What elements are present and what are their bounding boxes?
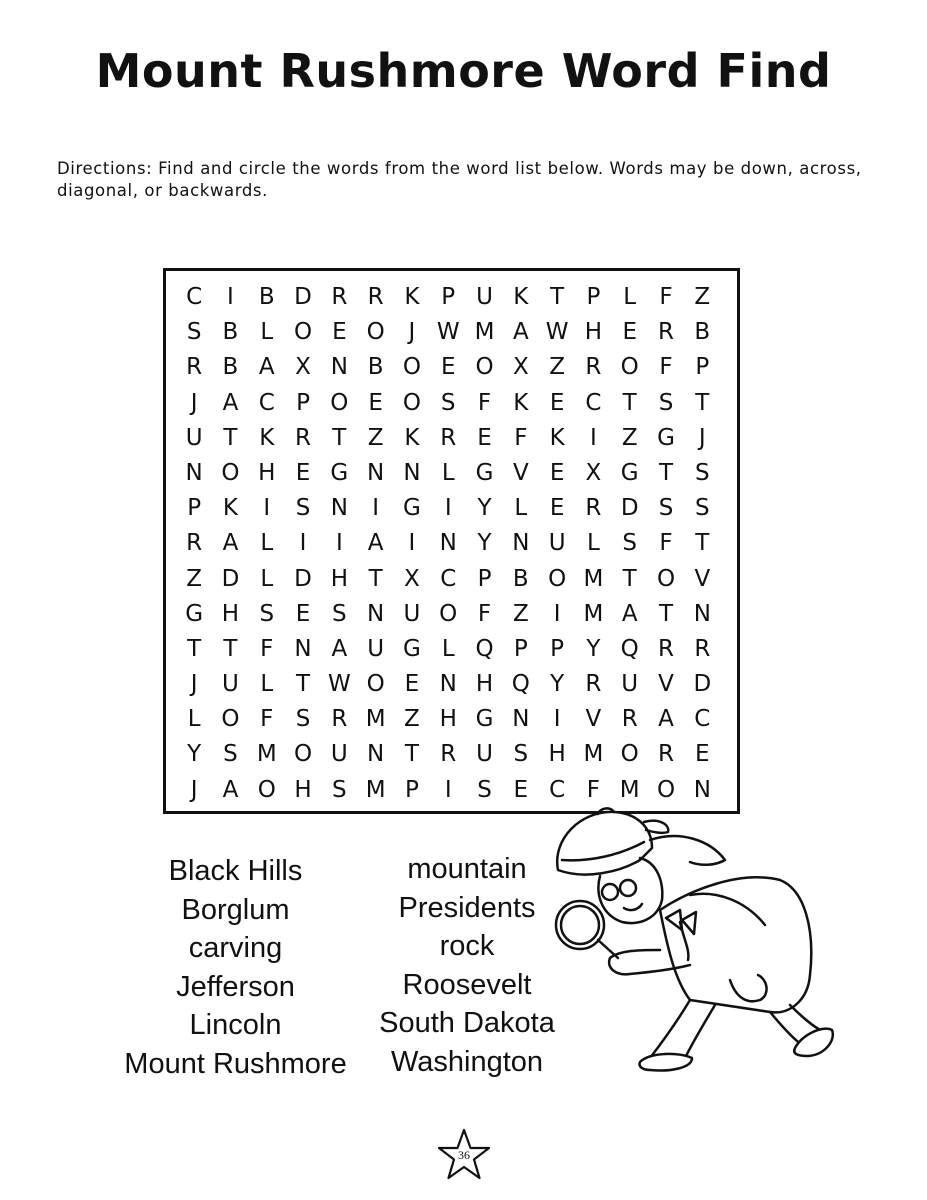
grid-letter[interactable]: S (295, 495, 311, 522)
grid-letter[interactable]: E (513, 776, 529, 803)
grid-letter[interactable]: S (658, 389, 674, 416)
grid-letter[interactable]: N (330, 354, 348, 381)
word-item: Washington (390, 1045, 544, 1078)
grid-letter[interactable]: N (367, 600, 385, 627)
grid-letter[interactable]: U (185, 424, 203, 451)
grid-letter[interactable]: P (550, 635, 565, 662)
grid-letter[interactable]: E (549, 459, 565, 486)
grid-letter[interactable]: C (585, 389, 602, 416)
grid-letter[interactable]: H (584, 319, 603, 346)
grid-letter[interactable]: I (372, 495, 380, 522)
grid-letter[interactable]: I (553, 706, 561, 733)
grid-letter[interactable]: R (585, 671, 602, 698)
grid-letter[interactable]: S (223, 741, 238, 768)
page-number: 36 (458, 1148, 470, 1162)
grid-letter[interactable]: M (365, 776, 386, 803)
grid-letter[interactable]: Z (186, 565, 203, 592)
grid-letter[interactable]: L (623, 284, 637, 310)
grid-letter[interactable]: L (260, 671, 274, 698)
grid-letter[interactable]: H (258, 459, 276, 486)
grid-letter[interactable]: U (330, 741, 348, 768)
grid-letter[interactable]: G (403, 495, 421, 522)
word-item: Presidents (398, 891, 536, 924)
grid-letter[interactable]: F (260, 635, 274, 662)
grid-letter[interactable]: M (256, 741, 277, 768)
grid-letter[interactable]: G (475, 459, 494, 486)
grid-letter[interactable]: H (330, 565, 348, 592)
grid-letter[interactable]: R (658, 319, 674, 346)
grid-letter[interactable]: P (586, 284, 601, 310)
grid-letter[interactable]: J (190, 671, 198, 698)
word-item: Jefferson (176, 970, 295, 1003)
grid-letter[interactable]: T (187, 635, 202, 662)
grid-letter[interactable]: G (403, 635, 421, 662)
grid-letter[interactable]: F (260, 706, 274, 733)
grid-letter[interactable]: M (365, 706, 386, 733)
grid-letter[interactable]: I (408, 530, 416, 557)
grid-letter[interactable]: S (477, 776, 492, 803)
grid-letter[interactable]: F (586, 776, 601, 803)
grid-letter[interactable]: E (404, 671, 420, 698)
grid-letter[interactable]: G (475, 706, 494, 733)
grid-letter[interactable]: R (331, 706, 348, 733)
grid-letter[interactable]: L (441, 459, 455, 486)
grid-letter[interactable]: M (619, 776, 640, 803)
grid-letter[interactable]: C (186, 284, 203, 310)
grid-letter[interactable]: K (549, 424, 565, 451)
word-item: South Dakota (379, 1007, 555, 1039)
grid-letter[interactable]: S (332, 776, 347, 803)
grid-letter[interactable]: O (330, 389, 349, 416)
grid-letter[interactable]: S (622, 530, 638, 557)
grid-letter[interactable]: C (258, 389, 275, 416)
grid-letter[interactable]: D (620, 495, 639, 522)
grid-letter[interactable]: N (185, 459, 203, 486)
grid-letter[interactable]: Y (586, 635, 601, 662)
grid-letter[interactable]: W (436, 319, 460, 346)
grid-letter[interactable]: L (260, 530, 274, 557)
grid-letter[interactable]: E (440, 354, 456, 381)
word-list-column-1 (108, 852, 363, 1083)
grid-letter[interactable]: U (621, 671, 639, 698)
grid-letter[interactable]: Z (549, 354, 565, 381)
word-item: mountain (407, 853, 527, 885)
word-item: Mount Rushmore (124, 1047, 347, 1080)
grid-letter[interactable]: R (440, 741, 457, 768)
grid-letter[interactable]: F (477, 600, 492, 627)
grid-letter[interactable]: S (695, 459, 710, 486)
word-item: Black Hills (168, 855, 303, 887)
grid-letter[interactable]: B (222, 319, 239, 346)
grid-letter[interactable]: P (477, 565, 492, 592)
grid-letter[interactable]: F (659, 284, 673, 310)
grid-letter[interactable]: T (404, 741, 419, 768)
grid-letter[interactable]: O (402, 389, 421, 416)
grid-letter[interactable]: Y (477, 495, 492, 522)
grid-letter[interactable]: T (658, 600, 674, 627)
detective-illustration (540, 800, 840, 1080)
grid-letter[interactable]: S (513, 741, 529, 768)
grid-letter[interactable]: W (327, 671, 351, 698)
grid-letter[interactable]: E (295, 600, 311, 627)
grid-letter[interactable]: A (222, 776, 239, 803)
grid-letter[interactable]: S (186, 319, 202, 346)
grid-letter[interactable]: V (512, 459, 529, 486)
grid-letter[interactable]: R (186, 354, 203, 381)
letter-grid[interactable] (176, 280, 720, 808)
grid-letter[interactable]: O (221, 459, 240, 486)
grid-letter[interactable]: B (222, 354, 239, 381)
grid-letter[interactable]: N (512, 706, 530, 733)
grid-letter[interactable]: O (439, 600, 458, 627)
grid-letter[interactable]: Y (477, 530, 492, 557)
grid-letter[interactable]: D (294, 284, 312, 310)
grid-letter[interactable]: H (294, 776, 312, 803)
grid-letter[interactable]: N (512, 530, 530, 557)
grid-letter[interactable]: I (335, 530, 343, 557)
grid-letter[interactable]: X (512, 354, 529, 381)
grid-letter[interactable]: R (585, 495, 602, 522)
grid-letter[interactable]: Z (367, 424, 384, 451)
page-title: Mount Rushmore Word Find (95, 44, 832, 98)
grid-letter[interactable]: T (332, 424, 347, 451)
grid-letter[interactable]: E (477, 424, 492, 451)
grid-letter[interactable]: E (695, 741, 710, 768)
grid-letter[interactable]: Q (511, 671, 530, 698)
grid-letter[interactable]: U (367, 635, 385, 662)
grid-letter[interactable]: A (367, 530, 384, 557)
grid-letter[interactable]: P (187, 495, 202, 522)
grid-letter[interactable]: F (659, 354, 673, 381)
grid-letter[interactable]: S (440, 389, 456, 416)
grid-letter[interactable]: H (548, 741, 566, 768)
grid-letter[interactable]: C (694, 706, 711, 733)
grid-letter[interactable]: X (295, 354, 311, 381)
grid-letter[interactable]: F (659, 530, 673, 557)
grid-letter[interactable]: I (227, 284, 234, 310)
grid-letter[interactable]: B (258, 284, 275, 310)
grid-letter[interactable]: F (514, 424, 528, 451)
grid-letter[interactable]: N (439, 530, 457, 557)
grid-letter[interactable]: L (587, 530, 600, 557)
grid-letter[interactable]: M (474, 319, 495, 346)
grid-letter[interactable]: U (222, 671, 239, 698)
grid-letter[interactable]: A (512, 319, 529, 346)
grid-letter[interactable]: S (658, 495, 674, 522)
grid-letter[interactable]: L (260, 565, 274, 592)
grid-letter[interactable]: D (294, 565, 312, 592)
grid-letter[interactable]: T (296, 671, 311, 698)
grid-letter[interactable]: B (512, 565, 529, 592)
grid-letter[interactable]: O (366, 319, 385, 346)
grid-letter[interactable]: R (440, 424, 457, 451)
grid-letter[interactable]: P (513, 635, 528, 662)
grid-letter[interactable]: J (408, 319, 416, 346)
grid-letter[interactable]: O (402, 354, 421, 381)
grid-letter[interactable]: E (549, 389, 565, 416)
grid-letter[interactable]: C (440, 565, 457, 592)
grid-letter[interactable]: O (620, 741, 639, 768)
grid-letter[interactable]: O (656, 776, 676, 803)
grid-letter[interactable]: T (658, 459, 674, 486)
grid-letter[interactable]: R (585, 354, 602, 381)
grid-letter[interactable]: I (263, 495, 271, 522)
grid-letter[interactable]: J (190, 776, 198, 803)
grid-letter[interactable]: J (698, 424, 706, 451)
grid-letter[interactable]: G (620, 459, 639, 486)
grid-letter[interactable]: T (622, 389, 637, 416)
word-item: Borglum (181, 893, 290, 926)
grid-letter[interactable]: R (694, 635, 711, 662)
grid-letter[interactable]: R (367, 284, 384, 310)
grid-letter[interactable]: B (367, 354, 384, 381)
word-item: Roosevelt (402, 968, 532, 1001)
grid-letter[interactable]: D (693, 671, 712, 698)
grid-letter[interactable]: A (222, 530, 239, 557)
grid-letter[interactable]: O (548, 565, 567, 592)
grid-letter[interactable]: Z (404, 706, 420, 733)
grid-letter[interactable]: K (222, 495, 238, 522)
grid-letter[interactable]: I (444, 495, 452, 522)
grid-letter[interactable]: T (368, 565, 383, 592)
grid-letter[interactable]: N (294, 635, 312, 662)
grid-letter[interactable]: Y (550, 671, 565, 698)
grid-letter[interactable]: A (258, 354, 275, 381)
grid-letter[interactable]: H (221, 600, 240, 627)
grid-letter[interactable]: S (695, 495, 710, 522)
grid-letter[interactable]: A (658, 706, 674, 733)
grid-letter[interactable]: P (441, 284, 456, 310)
grid-letter[interactable]: N (439, 671, 457, 698)
grid-letter[interactable]: K (404, 284, 420, 310)
grid-letter[interactable]: O (293, 319, 313, 346)
grid-letter[interactable]: W (545, 319, 569, 346)
grid-letter[interactable]: O (221, 706, 240, 733)
grid-letter[interactable]: N (693, 776, 711, 803)
grid-letter[interactable]: L (441, 635, 455, 662)
grid-letter[interactable]: V (585, 706, 602, 733)
grid-letter[interactable]: D (221, 565, 240, 592)
grid-letter[interactable]: U (403, 600, 421, 627)
grid-letter[interactable]: O (475, 354, 494, 381)
word-item: rock (439, 930, 495, 962)
grid-letter[interactable]: N (367, 741, 385, 768)
grid-letter[interactable]: T (223, 424, 238, 451)
grid-letter[interactable]: N (403, 459, 421, 486)
grid-letter[interactable]: R (621, 706, 638, 733)
grid-letter[interactable]: E (295, 459, 311, 486)
grid-letter[interactable]: A (222, 389, 239, 416)
grid-letter[interactable]: X (404, 565, 420, 592)
grid-letter[interactable]: F (477, 389, 492, 416)
grid-letter[interactable]: N (367, 459, 385, 486)
grid-letter[interactable]: A (331, 635, 348, 662)
grid-letter[interactable]: M (583, 600, 604, 627)
grid-letter[interactable]: Z (694, 284, 711, 310)
grid-letter[interactable]: I (553, 600, 561, 627)
grid-letter[interactable]: T (550, 284, 565, 310)
grid-letter[interactable]: S (259, 600, 275, 627)
grid-letter[interactable]: Z (621, 424, 638, 451)
grid-letter[interactable]: G (330, 459, 349, 486)
grid-letter[interactable]: R (658, 741, 674, 768)
grid-letter[interactable]: H (439, 706, 457, 733)
grid-letter[interactable]: T (695, 389, 710, 416)
grid-letter[interactable]: L (514, 495, 528, 522)
grid-letter[interactable]: J (190, 389, 198, 416)
grid-letter[interactable]: L (187, 706, 201, 733)
grid-letter[interactable]: U (476, 284, 493, 310)
grid-letter[interactable]: T (695, 530, 710, 557)
grid-letter[interactable]: Y (187, 741, 202, 768)
grid-letter[interactable]: N (693, 600, 711, 627)
grid-letter[interactable]: P (404, 776, 419, 803)
grid-letter[interactable]: N (330, 495, 348, 522)
word-item: Lincoln (189, 1009, 282, 1041)
grid-letter[interactable]: U (476, 741, 493, 768)
grid-letter[interactable]: E (549, 495, 565, 522)
grid-letter[interactable]: V (694, 565, 711, 592)
grid-letter[interactable]: O (620, 354, 639, 381)
grid-letter[interactable]: A (621, 600, 638, 627)
grid-letter[interactable]: B (694, 319, 711, 346)
grid-letter[interactable]: Q (620, 635, 639, 662)
grid-letter[interactable]: K (513, 284, 529, 310)
grid-letter[interactable]: G (185, 600, 204, 627)
grid-letter[interactable]: O (293, 741, 313, 768)
grid-letter[interactable]: K (259, 424, 275, 451)
grid-letter[interactable]: M (583, 741, 604, 768)
grid-letter[interactable]: C (549, 776, 566, 803)
grid-letter[interactable]: T (223, 635, 238, 662)
grid-letter[interactable]: O (366, 671, 385, 698)
grid-letter[interactable]: Z (512, 600, 529, 627)
grid-letter[interactable]: I (299, 530, 307, 557)
grid-letter[interactable]: E (368, 389, 383, 416)
grid-letter[interactable]: R (331, 284, 348, 310)
grid-letter[interactable]: O (656, 565, 676, 592)
grid-letter[interactable]: V (658, 671, 674, 698)
grid-letter[interactable]: R (658, 635, 674, 662)
grid-letter[interactable]: P (695, 354, 710, 381)
grid-letter[interactable]: I (444, 776, 452, 803)
grid-letter[interactable]: O (257, 776, 276, 803)
grid-letter[interactable]: Q (475, 635, 494, 662)
grid-letter[interactable]: S (295, 706, 311, 733)
grid-letter[interactable]: E (622, 319, 637, 346)
grid-letter[interactable]: G (657, 424, 675, 451)
grid-letter[interactable]: U (548, 530, 566, 557)
grid-letter[interactable]: H (475, 671, 494, 698)
word-item: carving (188, 932, 283, 964)
grid-letter[interactable]: E (332, 319, 347, 346)
grid-letter[interactable]: M (583, 565, 604, 592)
grid-letter[interactable]: S (332, 600, 347, 627)
grid-letter[interactable]: P (296, 389, 310, 416)
grid-letter[interactable]: K (513, 389, 529, 416)
grid-letter[interactable]: I (590, 424, 597, 451)
grid-letter[interactable]: L (260, 319, 274, 346)
grid-letter[interactable]: R (186, 530, 203, 557)
grid-letter[interactable]: K (404, 424, 420, 451)
directions-text: Directions: Find and circle the words from the word list below. Words may be down, across, diagonal, or backwards. (57, 159, 862, 200)
grid-letter[interactable]: T (622, 565, 637, 592)
grid-letter[interactable]: R (295, 424, 312, 451)
grid-letter[interactable]: X (585, 459, 602, 486)
